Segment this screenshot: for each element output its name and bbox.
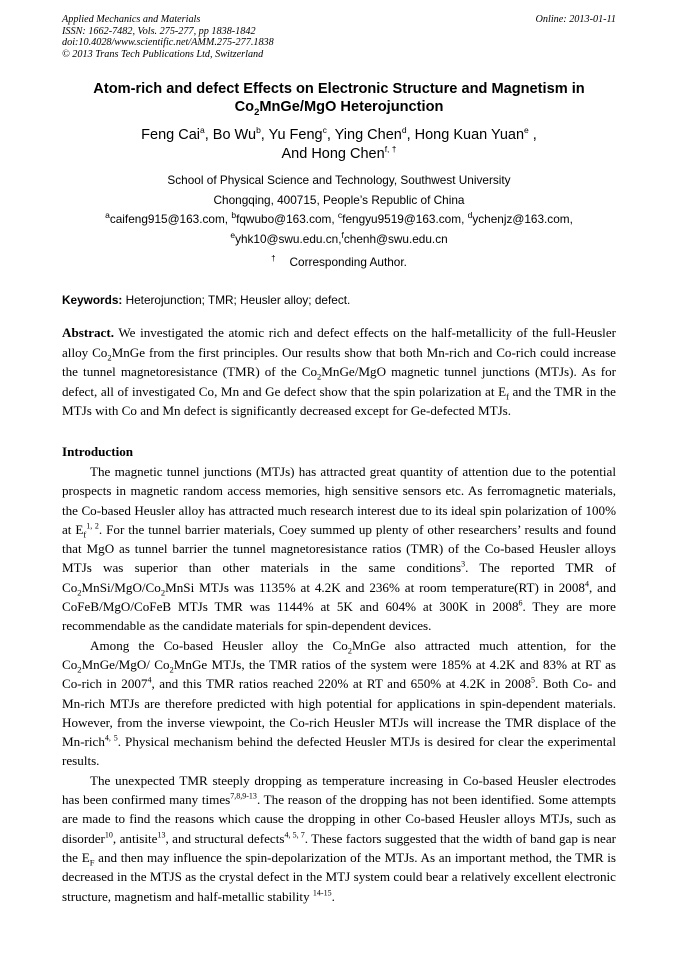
author-list	[60, 126, 618, 164]
copyright-line: © 2013 Trans Tech Publications Ltd, Switzerland	[62, 48, 264, 60]
affiliation-line-1: School of Physical Science and Technology, Southwest University	[167, 173, 511, 187]
paper-title	[50, 80, 628, 116]
paragraph-1: The magnetic tunnel junctions (MTJs) has attracted great quantity of attention due to the potential prospects in magnetic random access memories, high sensitive sensors etc. As ferromagnetic materials, the Co-based Heusler alloy has attracted much research interest due to its ideal spin polarization of 100% at $E_f^{1, 2}$. For the tunnel barrier materials, Coey summed up plenty of other researchers’ results and found that MgO as tunnel barrier the tunnel magnetoresistance ratios (TMR) of the Co-based Heusler alloys MTJs was superior than other materials in the same conditions$^3$. The reported TMR of $Co_2MnSi/MgO/Co_2MnSi$ MTJs was 1135% at 4.2K and 236% at room temperature(RT) in 2008$^4$, and CoFeB/MgO/CoFeB MTJs TMR was 1144% at 5K and 604% at 300K in 2008$^6$. They are more recommendable as the candidate materials for spin-dependent devices.	[62, 464, 617, 634]
title-line-2: $Co_2MnGe$/MgO Heterojunction	[234, 99, 444, 118]
email-b[interactable]: $^b$fqwubo@163.com,	[231, 210, 338, 226]
title-line-1: Atom-rich and defect Effects on Electronic Structure and Magnetism in	[93, 81, 585, 97]
dagger-mark: †	[271, 254, 276, 263]
author-4: Ying Chen$^d$,	[334, 125, 415, 143]
author-6: And Hong Chen$^{f, \dagger}$	[281, 144, 397, 162]
citation[interactable]: 7,8,9-13	[230, 791, 257, 801]
citation[interactable]: 14-15	[312, 888, 332, 898]
email-e[interactable]: $^e$yhk10@swu.edu.cn,	[230, 229, 342, 246]
citation[interactable]: 13	[157, 830, 166, 840]
citation[interactable]: 4	[147, 675, 152, 685]
citation[interactable]: 5	[531, 675, 536, 685]
citation[interactable]: 1, 2	[86, 521, 99, 531]
citation[interactable]: 4, 5, 7	[284, 830, 305, 840]
introduction-body	[62, 462, 616, 906]
email-f[interactable]: $^f$chenh@swu.edu.cn	[341, 229, 448, 246]
citation[interactable]: 10	[104, 830, 113, 840]
journal-name: Applied Mechanics and Materials	[62, 14, 201, 25]
keywords	[62, 293, 616, 307]
keywords-text: Heterojunction; TMR; Heusler alloy; defect.	[122, 293, 351, 307]
doi-line: doi:10.4028/www.scientific.net/AMM.275-277.1838	[62, 37, 274, 49]
corresponding-author-note: † Corresponding Author.	[271, 254, 407, 269]
citation[interactable]: 4, 5	[104, 733, 118, 743]
author-1: Feng Cai$^a$,	[141, 125, 213, 143]
citation[interactable]: 4	[584, 579, 589, 589]
paragraph-2: Among the Co-based Heusler alloy the $Co_2MnGe$ also attracted much attention, for the $Co_2MnGe/MgO/$ $Co_2MnGe$ MTJs, the TMR ratios of the system were 185% at 4.2K and 83% at RT as Co-rich in 2007$^4$, and this TMR ratios reached 220% at RT and 650% at 4.2K in 2008$^5$. Both Co- and Mn-rich MTJs are therefore predicted with high potential for applications in spin-dependent materials. However, from the inverse viewpoint, the Co-rich Heusler MTJs will increase the TMR displace of the Mn-rich$^{4, 5}$. Physical mechanism behind the defected Heusler MTJs is desired for clear the experimental results.	[62, 637, 616, 769]
affiliation-line-2: Chongqing, 400715, People’s Republic of China	[213, 192, 465, 207]
issn-line: ISSN: 1662-7482, Vols. 275-277, pp 1838-1842	[62, 25, 256, 37]
paragraph-3: The unexpected TMR steeply dropping as temperature increasing in Co-based Heusler electrodes has been confirmed many times$^{7,8,9-13}$. The reason of the dropping has not been identified. Some attempts are made to find the reasons which cause the dropping in other Co-based Heusler alloys MTJs, such as disorder$^{10}$, antisite$^{13}$, and structural defects$^{4, 5, 7}$. These factors suggested that the width of band gap is near the $E_F$ and then may influence the spin-depolarization of the MTJs. As an important method, the TMR is decreased in the MTJS as the crystal defect in the MTJ system could bear a relatively excellent electronic structure, magnetism and half-metallic stability $^{14-15}$.	[62, 772, 616, 904]
author-2: Bo Wu$^b$,	[212, 125, 269, 143]
email-a[interactable]: $^a$caifeng915@163.com,	[105, 210, 232, 226]
abstract-label: Abstract.	[62, 325, 114, 340]
email-list	[70, 210, 608, 249]
author-3: Yu Feng$^c$,	[268, 125, 335, 143]
section-heading-introduction: Introduction	[62, 444, 134, 459]
abstract: Abstract. We investigated the atomic rich and defect effects on the half-metallicity of the full-Heusler alloy $Co_2MnGe$ from the first principles. Our results show that both Mn-rich and Co-rich could increase the tunnel magnetoresistance (TMR) of the $Co_2MnGe$/MgO magnetic tunnel junctions (MTJs). As for defect, all of investigated Co, Mn and Ge defect show that the spin polarization at $E_f$ and the TMR in the MTJs with Co and Mn defect is significantly decreased except for Ge-defected MTJs.	[62, 325, 616, 419]
email-d[interactable]: $^d$ychenjz@163.com,	[467, 210, 573, 226]
email-c[interactable]: $^c$fengyu9519@163.com,	[337, 210, 468, 226]
citation[interactable]: 6	[518, 598, 523, 608]
online-date: Online: 2013-01-11	[535, 14, 616, 25]
author-5: Hong Kuan Yuan$^e$ ,	[414, 125, 537, 143]
page-header	[62, 14, 616, 60]
keywords-label: Keywords:	[62, 293, 123, 307]
affiliation	[60, 171, 618, 210]
citation[interactable]: 3	[461, 560, 466, 570]
